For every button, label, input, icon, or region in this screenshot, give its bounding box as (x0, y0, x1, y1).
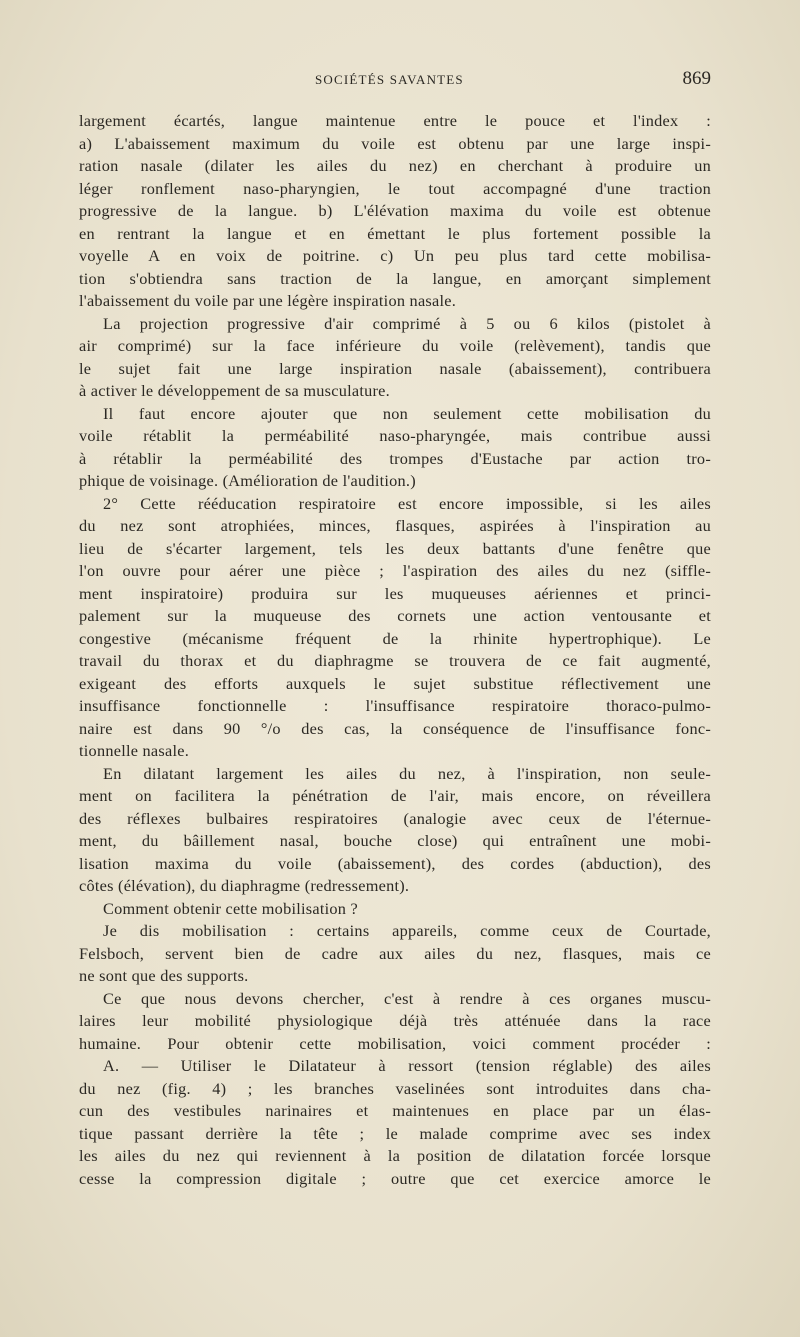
text-line: à rétablir la perméabilité des trompes d'Eustache par action tro- (79, 448, 711, 468)
text-line: en rentrant la langue et en émettant le plus fortement possible la (79, 223, 711, 243)
text-line: tionnelle nasale. (79, 741, 190, 760)
text-line: exigeant des efforts auxquels le sujet substitue réflectivement une (79, 673, 711, 693)
text-line: La projection progressive d'air comprimé à 5 ou 6 kilos (pistolet à (103, 313, 711, 333)
text-line: Il faut encore ajouter que non seulement cette mobilisation du (103, 403, 711, 423)
text-line: cesse la compression digitale ; outre que cet exercice amorce le (79, 1168, 711, 1188)
text-line: progressive de la langue. b) L'élévation maxima du voile est obtenue (79, 201, 711, 220)
text-line: ration nasale (dilater les ailes du nez) en cherchant à produire un (79, 156, 711, 175)
text-line: voile rétablit la perméabilité naso-pharyngée, mais contribue aussi (79, 426, 711, 445)
text-line: travail du thorax et du diaphragme se trouvera de ce fait augmenté, (79, 651, 711, 670)
text-line: air comprimé) sur la face inférieure du voile (relèvement), tandis que (79, 336, 711, 355)
text-line: ne sont que des supports. (79, 966, 249, 985)
text-line: le sujet fait une large inspiration nasale (abaissement), contribuera (79, 358, 711, 378)
text-line: Felsboch, servent bien de cadre aux ailes du nez, flasques, mais ce (79, 943, 711, 963)
text-line: Ce que nous devons chercher, c'est à rendre à ces organes muscu- (103, 988, 711, 1008)
text-line: les ailes du nez qui reviennent à la position de dilatation forcée lorsque (79, 1146, 711, 1165)
text-line: En dilatant largement les ailes du nez, à l'inspiration, non seule- (103, 763, 711, 783)
text-line: léger ronflement naso-pharyngien, le tout accompagné d'une traction (79, 178, 711, 198)
text-line: largement écartés, langue maintenue entre le pouce et l'index : (79, 111, 711, 130)
running-title: SOCIÉTÉS SAVANTES (315, 72, 464, 87)
text-line: lieu de s'écarter largement, tels les deux battants d'une fenêtre que (79, 538, 711, 558)
text-line: l'on ouvre pour aérer une pièce ; l'aspiration des ailes du nez (siffle- (79, 561, 711, 580)
page-number: 869 (682, 68, 711, 89)
page-header (79, 68, 711, 94)
text-line: insuffisance fonctionnelle : l'insuffisance respiratoire thoraco-pulmo- (79, 696, 711, 715)
text-line: lisation maxima du voile (abaissement), des cordes (abduction), des (79, 853, 711, 873)
text-line: congestive (mécanisme fréquent de la rhinite hypertrophique). Le (79, 628, 711, 648)
text-line: cun des vestibules narinaires et maintenues en place par un élas- (79, 1101, 711, 1120)
text-line: du nez sont atrophiées, minces, flasques, aspirées à l'inspiration au (79, 516, 711, 535)
text-line: palement sur la muqueuse des cornets une action ventousante et (79, 606, 711, 625)
text-line: Comment obtenir cette mobilisation ? (103, 898, 358, 918)
text-line: tique passant derrière la tête ; le malade comprime avec ses index (79, 1123, 711, 1143)
text-line: ment on facilitera la pénétration de l'air, mais encore, on réveillera (79, 786, 711, 805)
text-line: ment, du bâillement nasal, bouche close) qui entraînent une mobi- (79, 831, 711, 850)
text-line: naire est dans 90 °/o des cas, la conséquence de l'insuffisance fonc- (79, 718, 711, 738)
text-line: a) L'abaissement maximum du voile est obtenu par une large inspi- (79, 133, 711, 153)
text-line: du nez (fig. 4) ; les branches vaselinées sont introduites dans cha- (79, 1078, 711, 1098)
text-line: à activer le développement de sa musculature. (79, 381, 390, 400)
text-line: 2° Cette rééducation respiratoire est encore impossible, si les ailes (103, 493, 711, 513)
text-line: l'abaissement du voile par une légère inspiration nasale. (79, 291, 457, 310)
text-line: voyelle A en voix de poitrine. c) Un peu plus tard cette mobilisa- (79, 246, 711, 265)
text-line: tion s'obtiendra sans traction de la langue, en amorçant simplement (79, 268, 711, 288)
text-line: Je dis mobilisation : certains appareils, comme ceux de Courtade, (103, 921, 711, 940)
text-line: phique de voisinage. (Amélioration de l'audition.) (79, 471, 416, 490)
text-line: laires leur mobilité physiologique déjà très atténuée dans la race (79, 1011, 711, 1030)
text-line: humaine. Pour obtenir cette mobilisation, voici comment procéder : (79, 1033, 711, 1053)
text-line: des réflexes bulbaires respiratoires (analogie avec ceux de l'éternue- (79, 808, 711, 828)
text-line: côtes (élévation), du diaphragme (redressement). (79, 876, 410, 895)
body-text (79, 110, 711, 1190)
text-line: ment inspiratoire) produira sur les muqueuses aériennes et princi- (79, 583, 711, 603)
text-line: A. — Utiliser le Dilatateur à ressort (tension réglable) des ailes (103, 1056, 711, 1075)
